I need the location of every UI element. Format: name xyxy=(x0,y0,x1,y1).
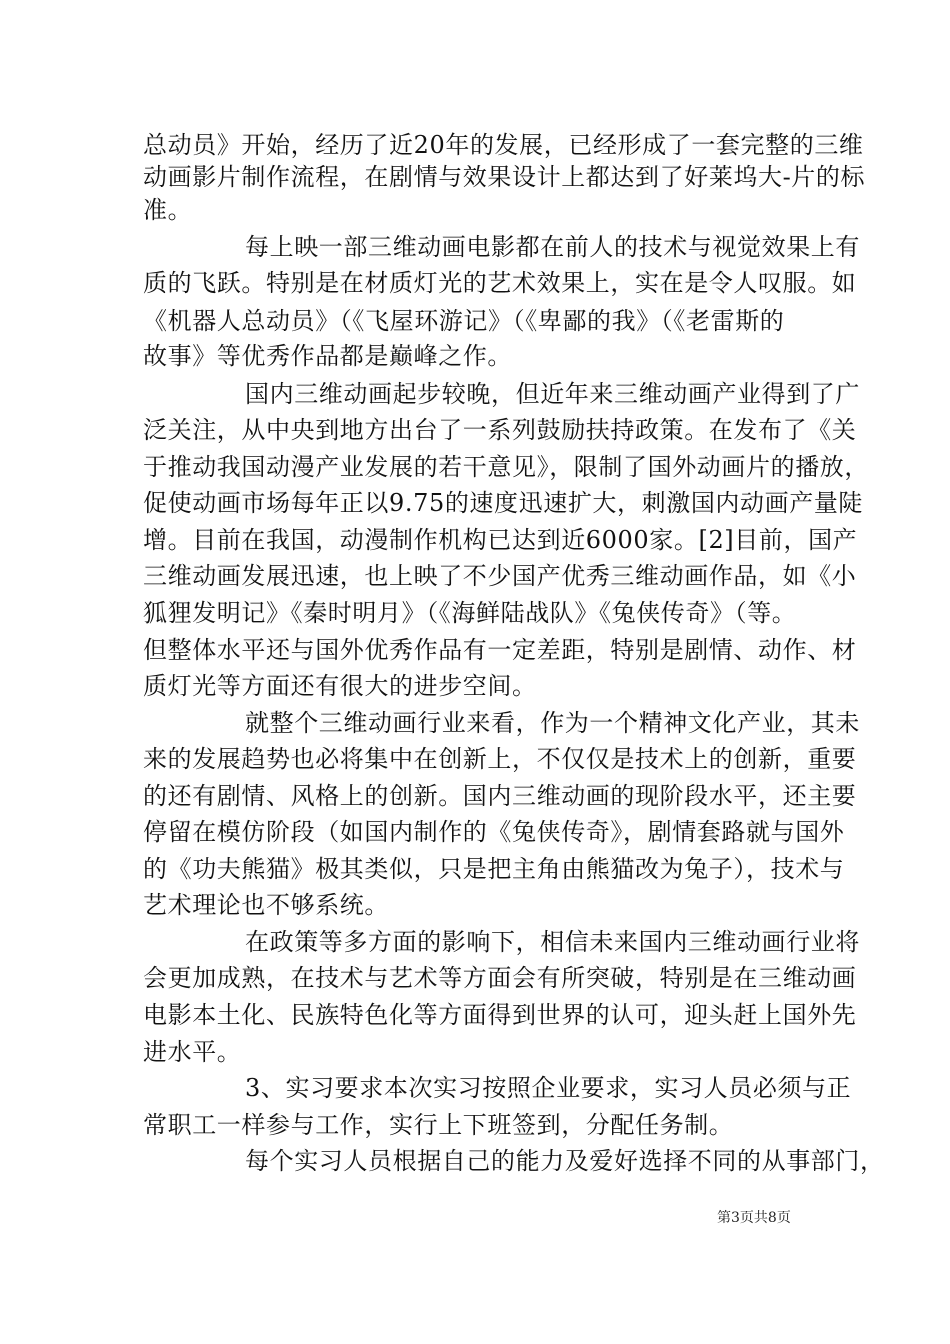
text-line: 质的飞跃。特别是在材质灯光的艺术效果上，实在是令人叹服。如 xyxy=(143,269,857,297)
text-line: 狐狸发明记》《秦时明月》（《海鲜陆战队》《兔侠传奇》（等。 xyxy=(143,599,797,627)
text-line: 电影本土化、民族特色化等方面得到世界的认可，迎头赶上国外先 xyxy=(143,1001,857,1029)
text-line: 增。目前在我国，动漫制作机构已达到近6000家。[2]目前，国产 xyxy=(143,526,858,554)
paragraph-start-line: 每个实习人员根据自己的能力及爱好选择不同的从事部门， xyxy=(245,1147,885,1175)
text-line: 于推动我国动漫产业发展的若干意见》，限制了国外动画片的播放， xyxy=(143,453,869,481)
page-number-footer: 第3页共8页 xyxy=(717,1210,791,1226)
text-line: 动画影片制作流程，在剧情与效果设计上都达到了好莱坞大-片的标 xyxy=(143,163,866,191)
text-line: 质灯光等方面还有很大的进步空间。 xyxy=(143,672,537,700)
paragraph-start-line: 国内三维动画起步较晚，但近年来三维动画产业得到了广 xyxy=(245,380,860,408)
text-line: 进水平。 xyxy=(143,1038,242,1066)
text-line: 泛关注，从中央到地方出台了一系列鼓励扶持政策。在发布了《关 xyxy=(143,416,857,444)
text-line: 三维动画发展迅速，也上映了不少国产优秀三维动画作品，如《小 xyxy=(143,562,857,590)
text-line: 《机器人总动员》（《飞屋环游记》（《卑鄙的我》（《老雷斯的 xyxy=(143,307,785,335)
paragraph-start-line: 在政策等多方面的影响下，相信未来国内三维动画行业将 xyxy=(245,928,860,956)
paragraph-start-line: 就整个三维动画行业来看，作为一个精神文化产业，其未 xyxy=(245,709,860,737)
paragraph-start-line: 3、实习要求本次实习按照企业要求，实习人员必须与正 xyxy=(245,1074,852,1102)
text-line: 常职工一样参与工作，实行上下班签到，分配任务制。 xyxy=(143,1111,734,1139)
text-line: 艺术理论也不够系统。 xyxy=(143,891,389,919)
text-line: 但整体水平还与国外优秀作品有一定差距，特别是剧情、动作、材 xyxy=(143,636,857,664)
text-line: 故事》等优秀作品都是巅峰之作。 xyxy=(143,342,512,370)
text-line: 的还有剧情、风格上的创新。国内三维动画的现阶段水平，还主要 xyxy=(143,782,857,810)
paragraph-start-line: 每上映一部三维动画电影都在前人的技术与视觉效果上有 xyxy=(245,233,860,261)
text-line: 促使动画市场每年正以9.75的速度迅速扩大，刺激国内动画产量陡 xyxy=(143,489,864,517)
text-line: 来的发展趋势也必将集中在创新上，不仅仅是技术上的创新，重要 xyxy=(143,745,857,773)
text-line: 会更加成熟，在技术与艺术等方面会有所突破，特别是在三维动画 xyxy=(143,964,857,992)
text-line: 准。 xyxy=(143,196,193,224)
text-line: 的《功夫熊猫》极其类似，只是把主角由熊猫改为兔子），技术与 xyxy=(143,855,845,883)
text-line: 停留在模仿阶段（如国内制作的《兔侠传奇》，剧情套路就与国外 xyxy=(143,818,845,846)
text-line: 总动员》开始，经历了近20年的发展，已经形成了一套完整的三维 xyxy=(143,131,864,159)
